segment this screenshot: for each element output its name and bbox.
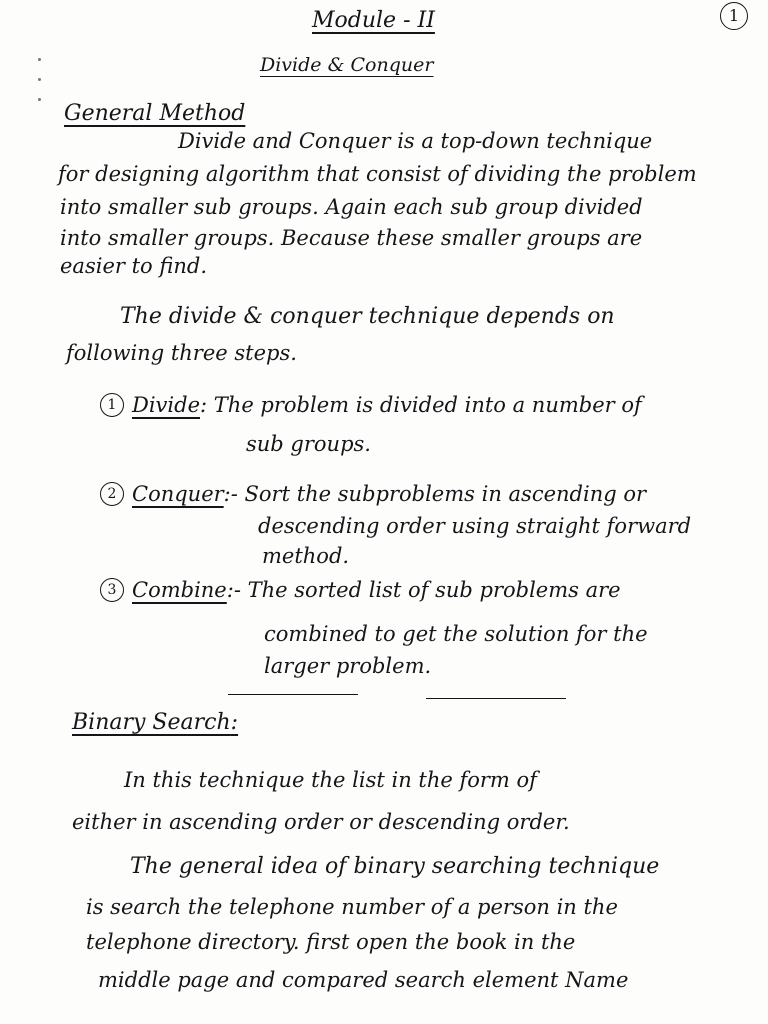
gm-para2-line: following three steps. bbox=[66, 341, 297, 365]
step-number: 1 bbox=[100, 393, 124, 417]
step-text: sub groups. bbox=[246, 432, 371, 456]
bs-para2-line: telephone directory. first open the book in the bbox=[86, 930, 576, 954]
bs-para2-line: middle page and compared search element Name bbox=[98, 968, 629, 992]
margin-mark bbox=[38, 58, 41, 61]
binary-search-title: Binary Search bbox=[72, 710, 231, 735]
step-text: Sort the subproblems in ascending or bbox=[244, 482, 647, 506]
step-text: method. bbox=[262, 544, 350, 568]
binary-search-heading: Binary Search: bbox=[72, 710, 239, 735]
section-divider-line bbox=[228, 694, 358, 695]
gm-para1-line: into smaller sub groups. Again each sub group divided bbox=[60, 195, 643, 219]
step-number: 3 bbox=[100, 578, 124, 602]
step-conquer-line1: 2 Conquer:- Sort the subproblems in ascending or bbox=[100, 482, 646, 506]
step-combine-line1: 3 Combine:- The sorted list of sub problems are bbox=[100, 578, 621, 602]
step-name: Conquer bbox=[132, 482, 224, 506]
step-text: The sorted list of sub problems are bbox=[247, 578, 621, 602]
gm-para1-line: Divide and Conquer is a top-down technique bbox=[178, 129, 653, 153]
step-name: Divide bbox=[132, 393, 201, 417]
gm-para1-line: easier to find. bbox=[60, 254, 207, 278]
margin-mark bbox=[38, 78, 41, 81]
step-text: The problem is divided into a number of bbox=[213, 393, 642, 417]
section-divider-line bbox=[426, 698, 566, 699]
gm-para1-line: into smaller groups. Because these smaller groups are bbox=[60, 226, 643, 250]
gm-para2-line: The divide & conquer technique depends on bbox=[120, 304, 615, 329]
step-number: 2 bbox=[100, 482, 124, 506]
bs-para1-line: In this technique the list in the form of bbox=[124, 768, 537, 792]
step-name: Combine bbox=[132, 578, 227, 602]
page-number: 1 bbox=[720, 2, 748, 30]
subject-title: Divide & Conquer bbox=[260, 54, 434, 76]
bs-para1-line: either in ascending order or descending order. bbox=[72, 810, 570, 834]
bs-para2-line: The general idea of binary searching technique bbox=[130, 854, 660, 879]
margin-mark bbox=[38, 98, 41, 101]
step-divide-line1: 1 Divide: The problem is divided into a number of bbox=[100, 393, 642, 417]
step-text: combined to get the solution for the bbox=[264, 622, 648, 646]
bs-para2-line: is search the telephone number of a person in the bbox=[86, 895, 618, 919]
general-method-heading: General Method bbox=[64, 101, 246, 126]
step-text: descending order using straight forward bbox=[258, 514, 692, 538]
step-text: larger problem. bbox=[264, 654, 432, 678]
gm-para1-line: for designing algorithm that consist of dividing the problem bbox=[58, 162, 697, 186]
module-title: Module - II bbox=[312, 8, 435, 33]
